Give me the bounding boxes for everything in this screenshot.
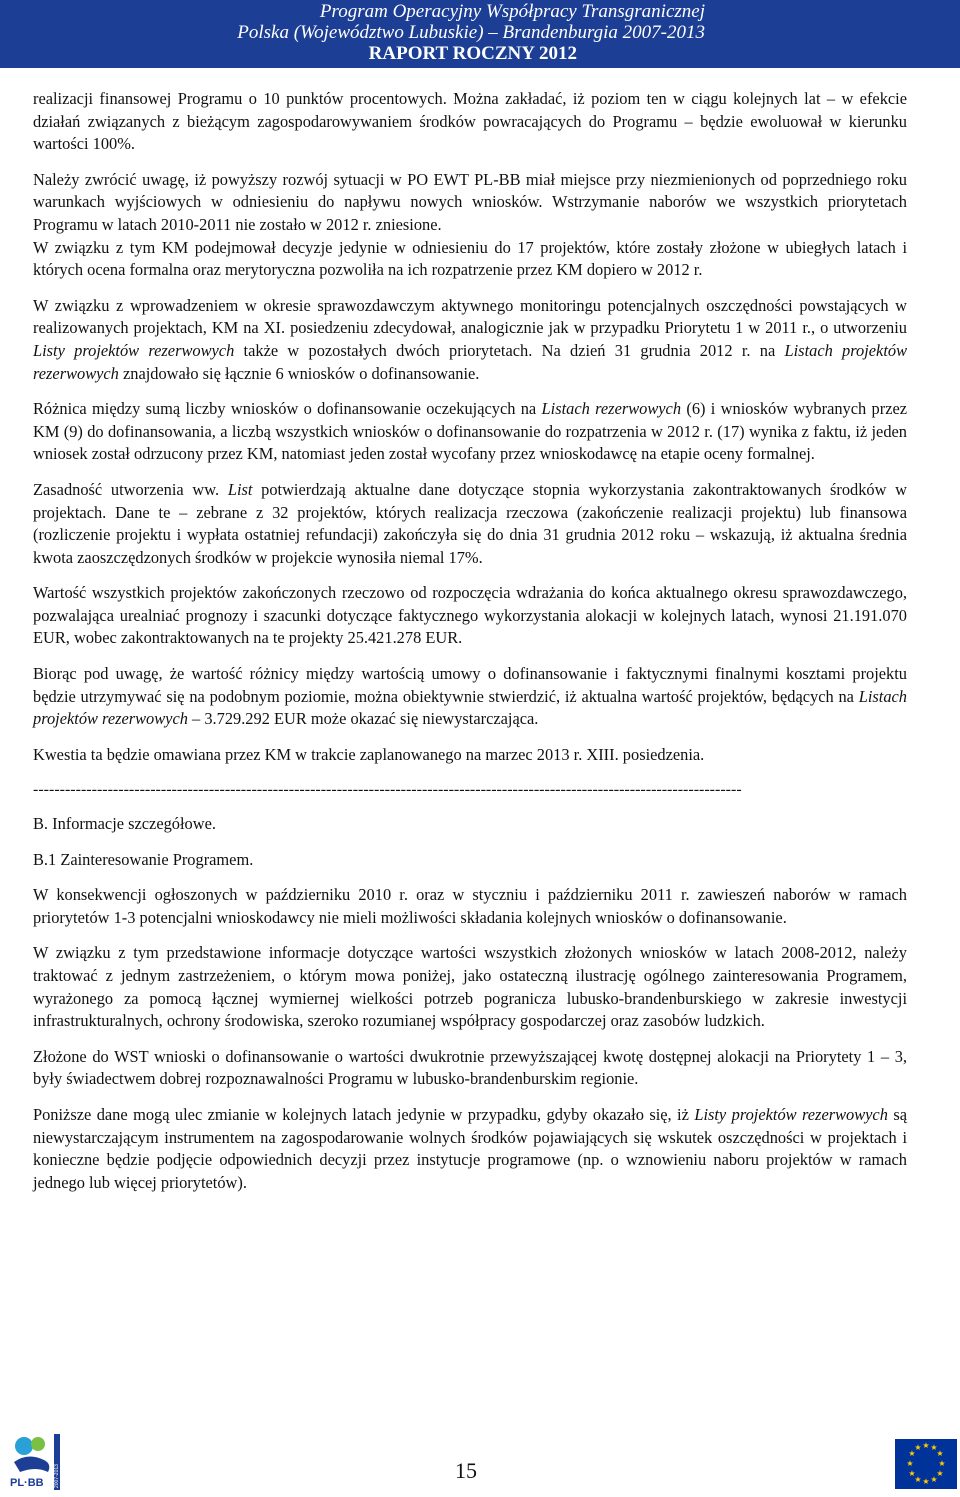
- paragraph-6-text-a: Zasadność utworzenia ww.: [33, 479, 228, 499]
- paragraph-6-emphasis: List: [227, 479, 253, 499]
- paragraph-8-text-b: – 3.729.292 EUR może okazać się niewystarczająca.: [187, 709, 539, 729]
- section-separator: -------------------------------------------------------------------------------------------------------------------------------------: [33, 781, 742, 799]
- svg-text:★: ★: [908, 1449, 916, 1458]
- eu-flag-graphic: [895, 1439, 957, 1489]
- paragraph-13-text-a: Poniższe dane mogą ulec zmianie w kolejnych latach jedynie w przypadku, gdyby okazało się, iż: [33, 1104, 695, 1124]
- page-number: 15: [455, 1458, 477, 1483]
- paragraph-3: W związku z tym KM podejmował decyzje jedynie w odniesieniu do 17 projektów, które zostały złożone w ubiegłych latach i których ocena formalna oraz merytoryczna pozwoliła na ich rozpatrzenie przez KM dopiero w 2012 r.: [33, 237, 907, 280]
- paragraph-4-emphasis-2: Listach projektów rezerwowych: [33, 340, 908, 383]
- svg-text:★: ★: [930, 1475, 938, 1484]
- svg-text:★: ★: [936, 1469, 944, 1478]
- paragraph-13-text-b: są niewystarczającym instrumentem na zagospodarowanie wolnych środków pojawiających się wskutek oszczędności w projektach i konieczne będzie podjęcie odpowiednich decyzji przez instytucje programowe (np. o wznowieniu naboru projektów w ramach jednego lub więcej priorytetów).: [33, 1104, 907, 1192]
- svg-text:★: ★: [914, 1475, 922, 1484]
- svg-text:★: ★: [938, 1459, 946, 1468]
- header-report-title: RAPORT ROCZNY 2012: [368, 43, 577, 64]
- svg-text:★: ★: [908, 1469, 916, 1478]
- paragraph-4-emphasis-1: Listy projektów rezerwowych: [33, 340, 235, 360]
- paragraph-4-text-b: także w pozostałych dwóch priorytetach. Na dzień 31 grudnia 2012 r. na: [234, 340, 785, 360]
- eu-flag-icon: [895, 1439, 957, 1489]
- svg-text:★: ★: [922, 1441, 930, 1450]
- paragraph-5: [33, 398, 907, 466]
- report-header: [0, 0, 960, 68]
- paragraph-7: Wartość wszystkich projektów zakończonych rzeczowo od rozpoczęcia wdrażania do końca aktualnego okresu sprawozdawczego, pozwalająca urealniać prognozy i szacunki dotyczące faktycznego wykorzystania alokacji w kolejnych latach, wynosi 21.191.070 EUR, wobec zakontraktowanych na te projekty 25.421.278 EUR.: [33, 583, 907, 648]
- section-heading-b1: B.1 Zainteresowanie Programem.: [33, 849, 254, 869]
- section-heading-b: B. Informacje szczegółowe.: [33, 814, 216, 834]
- plbb-logo-text: PL·BB: [10, 1477, 44, 1489]
- paragraph-6-text-b: potwierdzają aktualne dane dotyczące stopnia wykorzystania zakontraktowanych środków w projektach. Dane te – zebrane z 32 projektów, których realizacja rzeczowa (zakończenie realizacji projektu) lub finansowa (rozliczenie projektu i wypłata ostatniej refundacji) zakończyła się do dnia 31 grudnia 2012 roku – wskazują, iż aktualna średnia kwota zaoszczędzonych środków w projekcie wynosiła niemal 17%.: [33, 479, 907, 567]
- paragraph-8-emphasis: Listach projektów rezerwowych: [33, 686, 907, 729]
- paragraph-6: [33, 479, 907, 569]
- paragraph-10: W konsekwencji ogłoszonych w październiku 2010 r. oraz w styczniu i październiku 2011 r. zawieszeń naborów w ramach priorytetów 1-3 potencjalni wnioskodawcy nie mieli możliwości składania kolejnych wniosków o dofinansowanie.: [33, 885, 907, 927]
- document-body: [33, 88, 907, 1207]
- svg-text:★: ★: [930, 1443, 938, 1452]
- paragraph-4: [33, 295, 907, 385]
- paragraph-8-text-a: Biorąc pod uwagę, że wartość różnicy między wartością umowy o dofinansowanie i faktycznymi finalnymi kosztami projektu będzie utrzymywać się na podobnym poziomie, można obiektywnie stwierdzić, iż aktualna wartość projektów, będących na: [33, 664, 907, 706]
- header-program-title: Program Operacyjny Współpracy Transgranicznej: [319, 1, 705, 22]
- svg-text:★: ★: [906, 1459, 914, 1468]
- plbb-program-logo: [8, 1432, 62, 1492]
- paragraph-8: [33, 663, 907, 731]
- paragraph-9: Kwestia ta będzie omawiana przez KM w trakcie zaplanowanego na marzec 2013 r. XIII. posiedzenia.: [33, 744, 705, 764]
- paragraph-1: realizacji finansowej Programu o 10 punktów procentowych. Można zakładać, iż poziom ten w ciągu kolejnych lat – w efekcie działań związanych z bieżącym zagospodarowywaniem środków powracających do Programu – będzie ewoluował w kierunku wartości 100%.: [33, 89, 907, 154]
- paragraph-5-text-a: Różnica między sumą liczby wniosków o dofinansowanie oczekujących na: [33, 399, 542, 419]
- svg-text:★: ★: [922, 1477, 930, 1486]
- paragraph-11: W związku z tym przedstawione informacje dotyczące wartości wszystkich złożonych wniosków w latach 2008-2012, należy traktować z jednym zastrzeżeniem, o którym mowa poniżej, jako ostateczną ilustrację ogólnego zainteresowania Programem, wyrażonego za pomocą łącznej wymiernej wielkości potrzeb pogranicza lubusko-brandenburskiego w zakresie inwestycji infrastrukturalnych, ochrony środowiska, szeroko rozumianej współpracy gospodarczej oraz zasobów ludzkich.: [33, 943, 907, 1031]
- paragraph-2: Należy zwrócić uwagę, iż powyższy rozwój sytuacji w PO EWT PL-BB miał miejsce przy niezmienionych od poprzedniego roku warunkach wyjściowych w odniesieniu do napływu nowych wniosków. Wstrzymanie naborów we wszystkich priorytetach Programu w latach 2010-2011 nie zostało w 2012 r. zniesione.: [33, 169, 907, 234]
- paragraph-4-text-c: znajdowało się łącznie 6 wniosków o dofinansowanie.: [118, 363, 480, 383]
- svg-text:★: ★: [914, 1443, 922, 1452]
- svg-text:★: ★: [936, 1449, 944, 1458]
- paragraph-12: Złożone do WST wnioski o dofinansowanie o wartości dwukrotnie przewyższającej kwotę dostępnej alokacji na Priorytety 1 – 3, były świadectwem dobrej rozpoznawalności Programu w lubusko-brandenburskim regionie.: [33, 1046, 907, 1089]
- plbb-logo-graphic: [8, 1432, 62, 1492]
- paragraph-5-text-b: (6) i wniosków wybranych przez KM (9) do dofinansowania, a liczbą wszystkich wniosków o dofinansowanie do rozpatrzenia w 2012 r. (17) wynika z faktu, iż jeden wniosek został odrzucony przez KM, natomiast jeden został wycofany przez wnioskodawcę na etapie oceny formalnej.: [33, 399, 908, 464]
- plbb-logo-years: 2007-2013: [54, 1464, 60, 1488]
- paragraph-5-emphasis: Listach rezerwowych: [541, 399, 682, 419]
- header-program-region: Polska (Województwo Lubuskie) – Brandenburgia 2007-2013: [237, 22, 705, 43]
- paragraph-4-text-a: W związku z wprowadzeniem w okresie sprawozdawczym aktywnego monitoringu potencjalnych oszczędności powstających w realizowanych projektach, KM na XI. posiedzeniu zdecydował, analogicznie jak w przypadku Priorytetu 1 w 2011 r., o utworzeniu: [33, 295, 907, 338]
- paragraph-13: [33, 1104, 907, 1194]
- paragraph-13-emphasis: Listy projektów rezerwowych: [694, 1104, 888, 1124]
